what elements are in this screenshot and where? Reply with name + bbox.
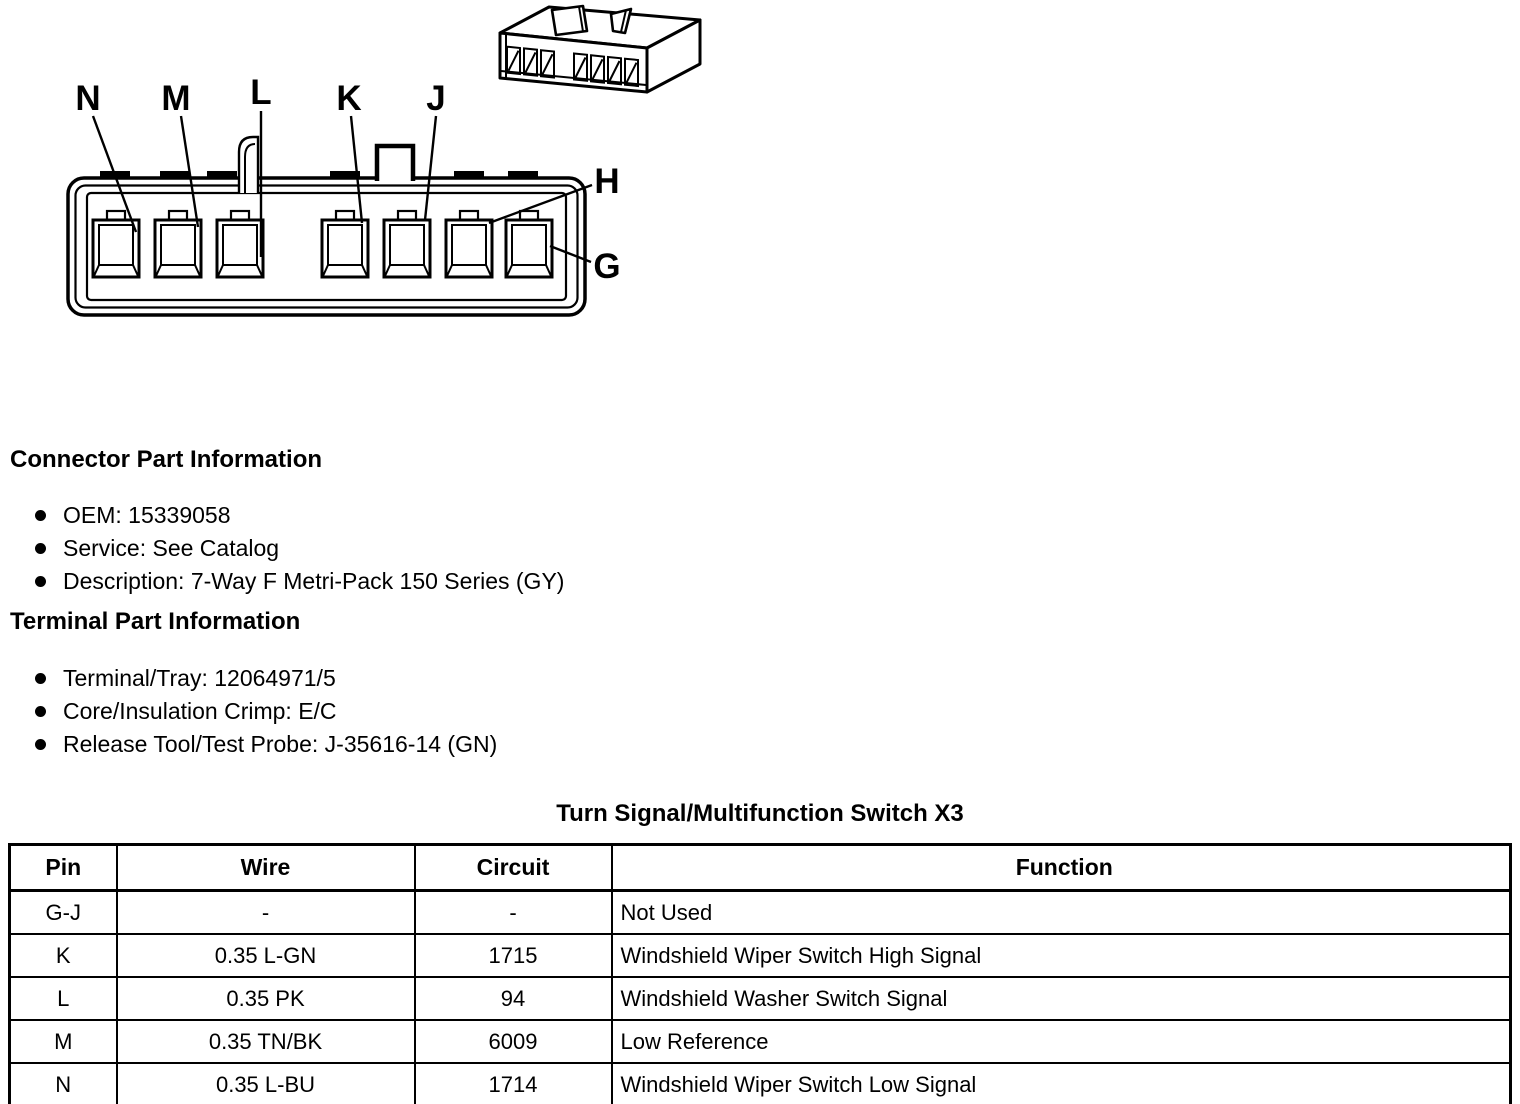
cell-wire: 0.35 PK [117, 977, 415, 1020]
header-function: Function [612, 845, 1511, 891]
table-row [10, 1020, 1511, 1063]
cavity-m [155, 211, 201, 277]
cell-wire: 0.35 L-GN [117, 934, 415, 977]
cell-circuit: 94 [415, 977, 612, 1020]
pinout-table-title: Turn Signal/Multifunction Switch X3 [556, 800, 964, 827]
list-item-terminal-tray: Terminal/Tray: 12064971/5 [33, 662, 497, 695]
pin-label-j: J [426, 79, 446, 118]
cell-function: Windshield Wiper Switch High Signal [612, 934, 1511, 977]
table-row [10, 934, 1511, 977]
list-item-oem: OEM: 15339058 [33, 499, 564, 532]
connector-part-info-heading: Connector Part Information [10, 446, 323, 473]
cavity-j [384, 211, 430, 277]
pin-label-n: N [75, 79, 101, 118]
cell-function: Low Reference [612, 1020, 1511, 1063]
cell-function: Windshield Washer Switch Signal [612, 977, 1511, 1020]
cell-function: Not Used [612, 891, 1511, 935]
connector-front-view [68, 73, 621, 315]
cell-function: Windshield Wiper Switch Low Signal [612, 1063, 1511, 1104]
connector-diagram [0, 0, 760, 430]
cell-circuit: 6009 [415, 1020, 612, 1063]
cavity-l [217, 211, 263, 277]
list-item-service: Service: See Catalog [33, 532, 564, 565]
table-row [10, 891, 1511, 935]
cell-wire: 0.35 L-BU [117, 1063, 415, 1104]
cell-pin: K [10, 934, 117, 977]
terminal-part-info-list [33, 662, 497, 761]
table-row [10, 1063, 1511, 1104]
cavity-g [506, 211, 552, 277]
cell-pin: L [10, 977, 117, 1020]
cell-wire: - [117, 891, 415, 935]
header-circuit: Circuit [415, 845, 612, 891]
header-pin: Pin [10, 845, 117, 891]
pin-label-h: H [594, 162, 620, 201]
pin-label-m: M [161, 79, 191, 118]
pin-label-k: K [336, 79, 362, 118]
connector-part-info-list [33, 499, 564, 598]
cell-pin: M [10, 1020, 117, 1063]
list-item-release-tool: Release Tool/Test Probe: J-35616-14 (GN) [33, 728, 497, 761]
connector-index-tab [377, 146, 413, 181]
terminal-cavities [93, 211, 552, 277]
cell-pin: G-J [10, 891, 117, 935]
cell-circuit: - [415, 891, 612, 935]
list-item-description: Description: 7-Way F Metri-Pack 150 Series (GY) [33, 565, 564, 598]
table-row [10, 977, 1511, 1020]
cell-circuit: 1715 [415, 934, 612, 977]
cell-wire: 0.35 TN/BK [117, 1020, 415, 1063]
pinout-table [8, 843, 1512, 1104]
pin-label-g: G [593, 247, 621, 286]
terminal-part-info-heading: Terminal Part Information [10, 608, 301, 635]
header-wire: Wire [117, 845, 415, 891]
table-header-row [10, 845, 1511, 891]
connector-3d-view [500, 6, 700, 92]
cell-circuit: 1714 [415, 1063, 612, 1104]
pin-label-l: L [250, 73, 272, 112]
cavity-h [446, 211, 492, 277]
cell-pin: N [10, 1063, 117, 1104]
list-item-crimp: Core/Insulation Crimp: E/C [33, 695, 497, 728]
